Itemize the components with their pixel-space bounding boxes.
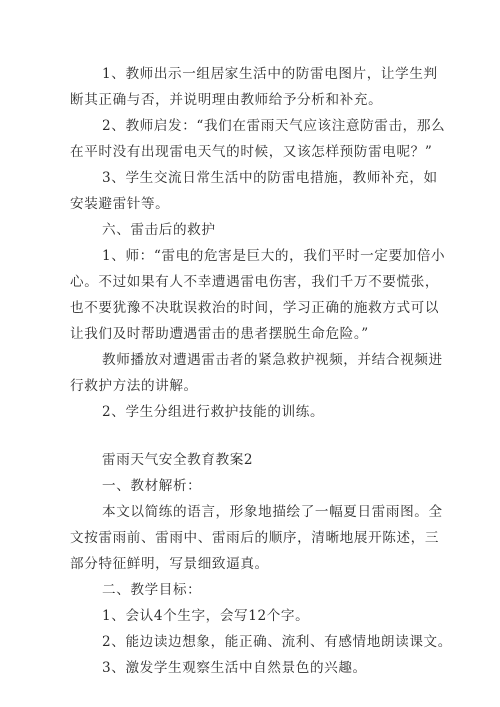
paragraph-line: 本文以简练的语言，形象地描绘了一幅夏日雷雨图。全 (102, 504, 443, 520)
paragraph-line: 1、教师出示一组居家生活中的防雷电图片，让学生判 (102, 66, 438, 82)
paragraph-line: 心。不过如果有人不幸遭遇雷电伤害，我们千万不要慌张， (70, 274, 440, 290)
list-item: 1、会认4个生字，会写12个字。 (102, 608, 310, 624)
list-item: 2、能边读边想象，能正确、流利、有感情地朗读课文。 (102, 634, 452, 650)
paragraph-line: 安装避雷针等。 (70, 196, 170, 212)
paragraph-line: 1、师：“雷电的危害是巨大的，我们平时一定要加倍小 (102, 248, 446, 264)
paragraph-line: 2、学生分组进行救护技能的训练。 (102, 404, 325, 420)
paragraph-line: 在平时没有出现雷电天气的时候，又该怎样预防雷电呢？” (70, 144, 433, 160)
paragraph-line: 文按雷雨前、雷雨中、雷雨后的顺序，清晰地展开陈述，三 (70, 530, 440, 546)
paragraph-line: 行救护方法的讲解。 (70, 378, 198, 394)
section-heading: 二、教学目标： (102, 582, 202, 598)
paragraph-line: 断其正确与否，并说明理由教师给予分析和补充。 (70, 92, 383, 108)
paragraph-line: 2、教师启发：“我们在雷雨天气应该注意防雷击，那么 (102, 118, 446, 134)
paragraph-line: 也不要犹豫不决耽误救治的时间，学习正确的施救方式可以 (70, 300, 440, 316)
paragraph-line: 让我们及时帮助遭遇雷击的患者摆脱生命危险。” (70, 326, 369, 342)
paragraph-line: 部分特征鲜明，写景细致逼真。 (70, 556, 269, 572)
list-item: 3、激发学生观察生活中自然景色的兴趣。 (102, 660, 367, 676)
section-heading: 六、雷击后的救护 (102, 222, 216, 238)
paragraph-line: 3、学生交流日常生活中的防雷电措施，教师补充，如 (102, 170, 438, 186)
section-heading: 一、教材解析： (102, 478, 202, 494)
paragraph-line: 教师播放对遭遇雷击者的紧急救护视频，并结合视频进 (102, 352, 443, 368)
document-title: 雷雨天气安全教育教案2 (102, 452, 254, 468)
